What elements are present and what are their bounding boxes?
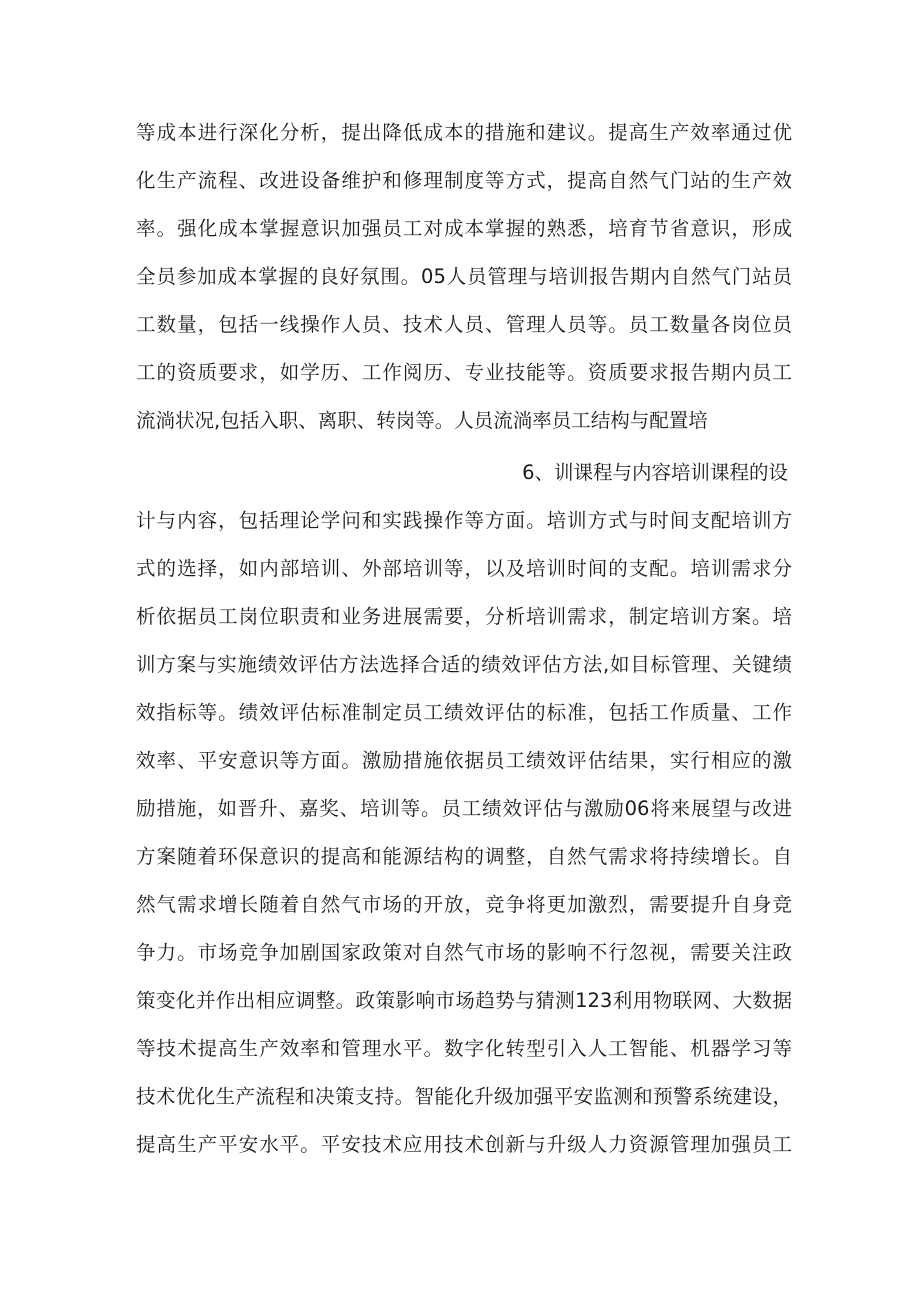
text-line-1: 等成本进行深化分析，提出降低成本的措施和建议。提高生产效率通过优	[136, 121, 792, 144]
text-line-10: 式的选择，如内部培训、外部培训等，以及培训时间的支配。培训需求分	[136, 557, 792, 580]
text-line-4: 全员参加成本掌握的良好氛围。05人员管理与培训报告期内自然气门站员	[136, 265, 792, 288]
text-line-22: 提高生产平安水平。平安技术应用技术创新与升级人力资源管理加强员工	[136, 1133, 792, 1156]
text-line-21: 技术优化生产流程和决策支持。智能化升级加强平安监测和预警系统建设，	[136, 1085, 792, 1108]
text-line-11: 析依据员工岗位职责和业务进展需要，分析培训需求，制定培训方案。培	[136, 605, 792, 628]
text-line-18: 争力。市场竞争加剧国家政策对自然气市场的影响不行忽视，需要关注政	[136, 941, 792, 964]
text-line-14: 效率、平安意识等方面。激励措施依据员工绩效评估结果，实行相应的激	[136, 749, 792, 772]
text-line-7: 流淌状况,包括入职、离职、转岗等。人员流淌率员工结构与配置培	[136, 409, 708, 432]
text-line-12: 训方案与实施绩效评估方法选择合适的绩效评估方法,如目标管理、关键绩	[136, 653, 792, 676]
text-line-6: 工的资质要求，如学历、工作阅历、专业技能等。资质要求报告期内员工	[136, 361, 792, 384]
text-line-19: 策变化并作出相应调整。政策影响市场趋势与猜测123利用物联网、大数据	[136, 989, 792, 1012]
text-line-2: 化生产流程、改进设备维护和修理制度等方式，提高自然气门站的生产效	[136, 169, 792, 192]
text-line-17: 然气需求增长随着自然气市场的开放，竞争将更加激烈，需要提升自身竞	[136, 893, 792, 916]
text-line-15: 励措施，如晋升、嘉奖、培训等。员工绩效评估与激励06将来展望与改进	[136, 797, 792, 820]
text-line-20: 等技术提高生产效率和管理水平。数字化转型引入人工智能、机器学习等	[136, 1037, 792, 1060]
text-line-5: 工数量，包括一线操作人员、技术人员、管理人员等。员工数量各岗位员	[136, 313, 792, 336]
text-line-16: 方案随着环保意识的提高和能源结构的调整，自然气需求将持续增长。自	[136, 845, 792, 868]
text-line-9: 计与内容，包括理论学问和实践操作等方面。培训方式与时间支配培训方	[136, 509, 792, 532]
text-line-13: 效指标等。绩效评估标准制定员工绩效评估的标准，包括工作质量、工作	[136, 701, 792, 724]
text-line-8: 6、训课程与内容培训课程的设	[522, 461, 788, 484]
text-line-3: 率。强化成本掌握意识加强员工对成本掌握的熟悉，培育节省意识，形成	[136, 217, 792, 240]
